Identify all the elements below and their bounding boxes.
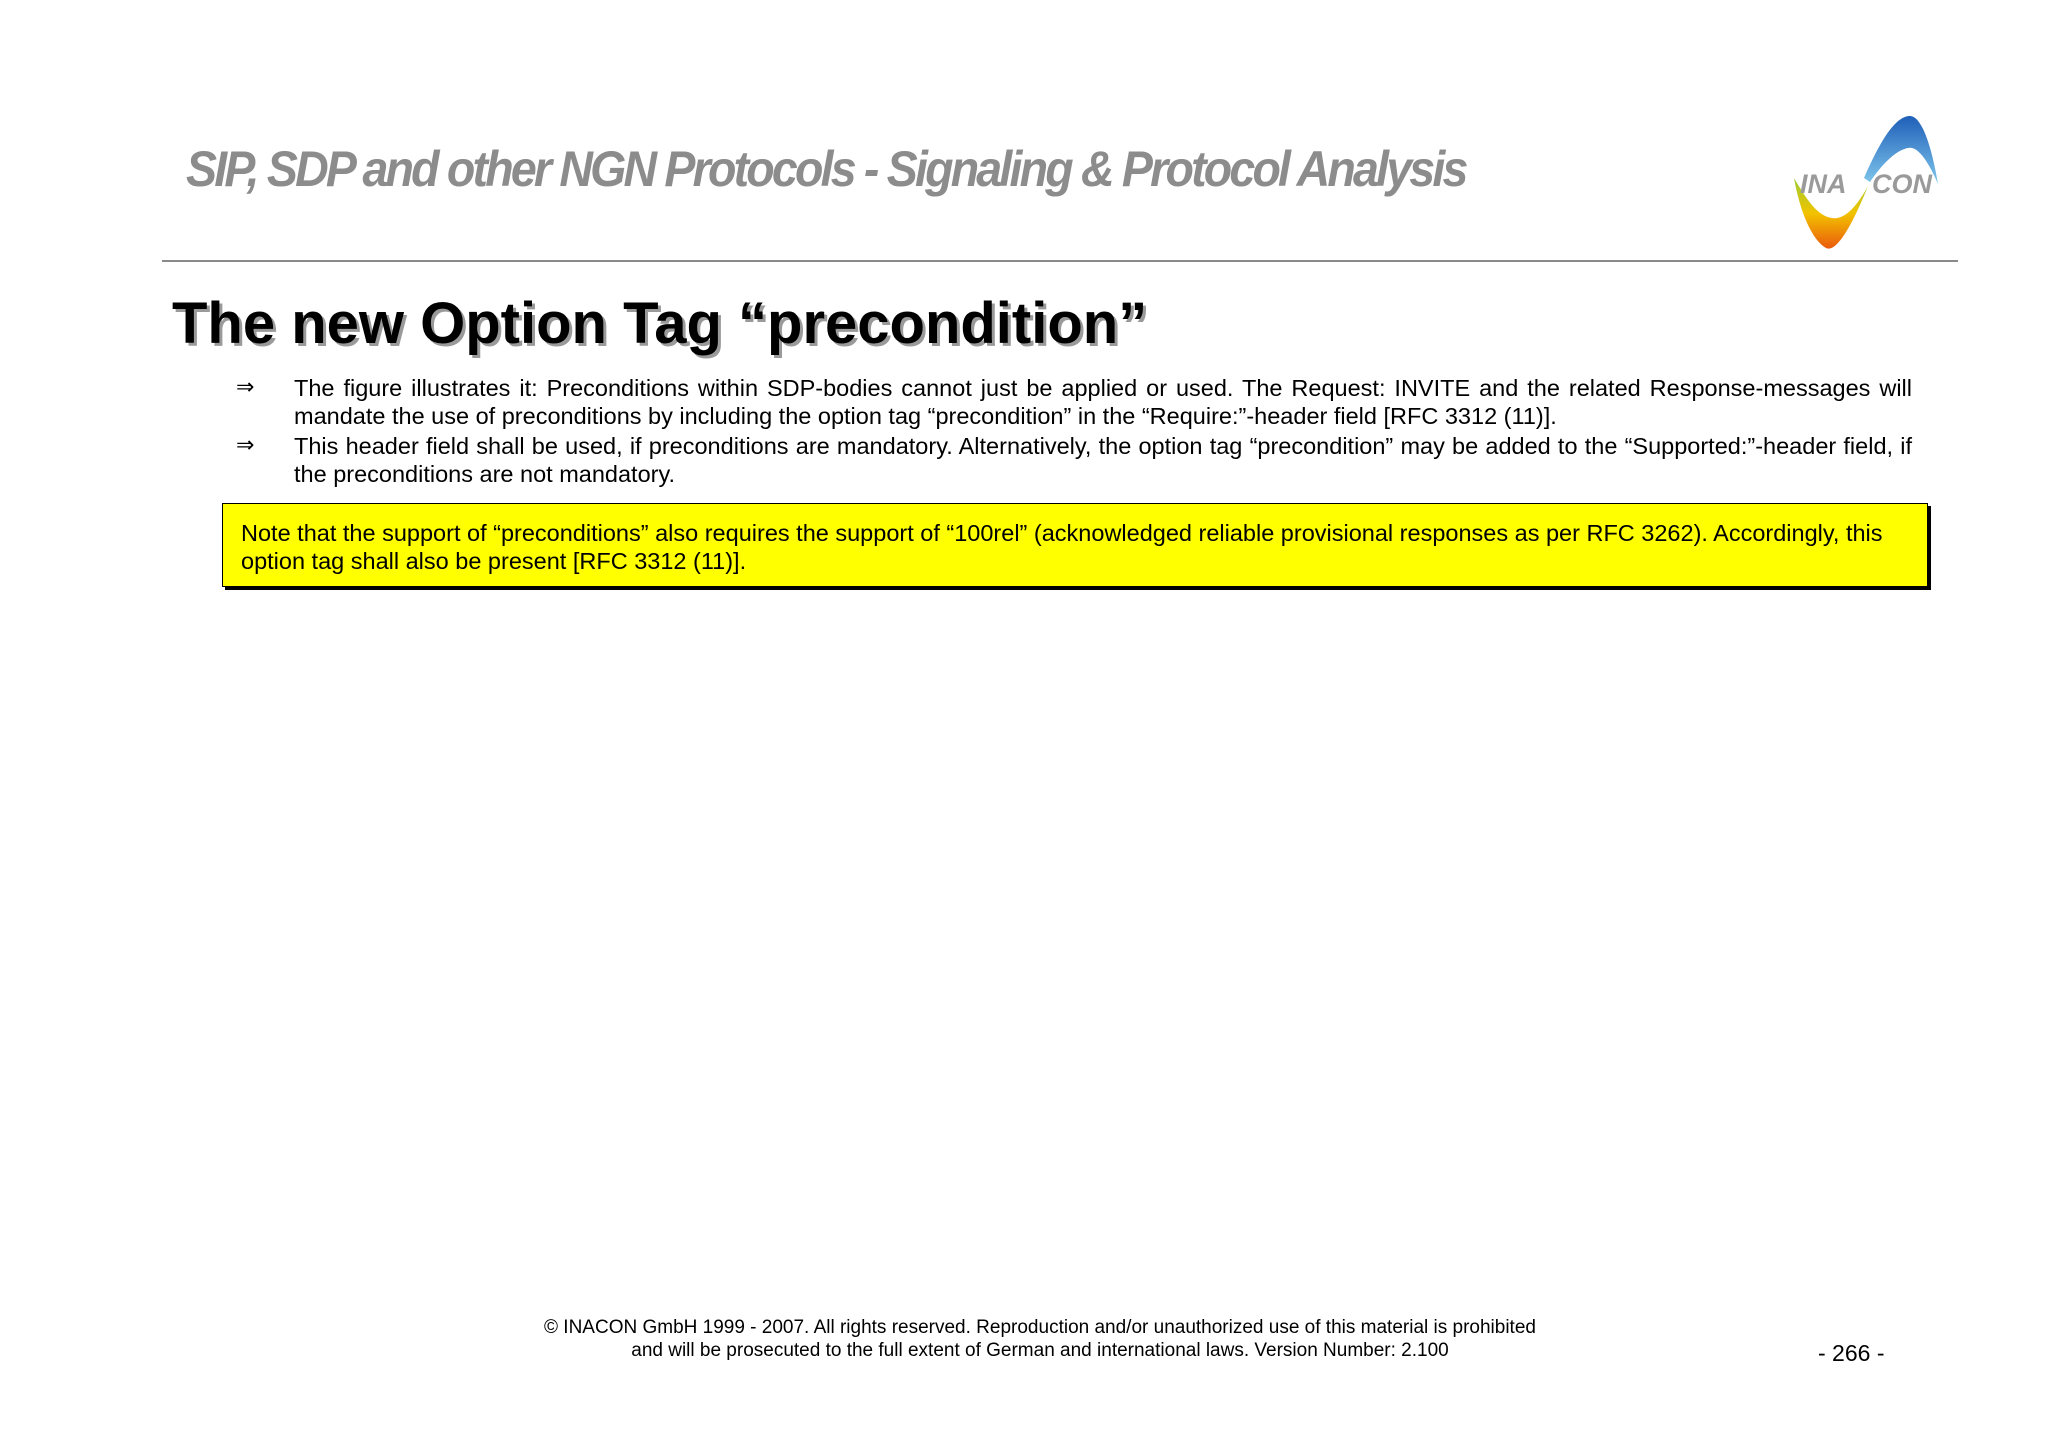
logo-text-ina: INA xyxy=(1800,169,1847,199)
bullet-text: The figure illustrates it: Preconditions within SDP-bodies cannot just be applied or used. The Request: INVITE and the related Response-messages will mandate the use of preconditions by including the option tag “precondition” in the “Require:”-header field [RFC 3312 (11)]. xyxy=(294,375,1912,429)
page-number: - 266 - xyxy=(1818,1340,1885,1366)
note-box xyxy=(222,503,1928,587)
inacon-logo xyxy=(1786,112,1946,260)
copyright-line-2: and will be prosecuted to the full extent of German and international laws. Version Number: 2.100 xyxy=(631,1340,1449,1361)
bullet-item xyxy=(236,432,1912,488)
arrow-bullet-icon: ⇒ xyxy=(236,433,255,458)
header-title: SIP, SDP and other NGN Protocols - Signaling & Protocol Analysis xyxy=(186,141,1466,197)
arrow-bullet-icon: ⇒ xyxy=(236,375,255,400)
bullet-text: This header field shall be used, if preconditions are mandatory. Alternatively, the option tag “precondition” may be added to the “Supported:”-header field, if the preconditions are not mandatory. xyxy=(294,433,1912,487)
note-text: Note that the support of “preconditions” also requires the support of “100rel” (acknowledged reliable provisional responses as per RFC 3262). Accordingly, this option tag shall also be present [RFC 3312 (11)]. xyxy=(241,520,1883,574)
header-divider xyxy=(162,260,1958,262)
footer-copyright xyxy=(480,1316,1600,1362)
bullet-list xyxy=(236,374,1912,490)
copyright-line-1: © INACON GmbH 1999 - 2007. All rights reserved. Reproduction and/or unauthorized use of this material is prohibited xyxy=(544,1317,1536,1338)
slide-title: The new Option Tag “precondition” xyxy=(172,291,1148,356)
logo-text-con: CON xyxy=(1872,169,1932,199)
bullet-item xyxy=(236,374,1912,430)
